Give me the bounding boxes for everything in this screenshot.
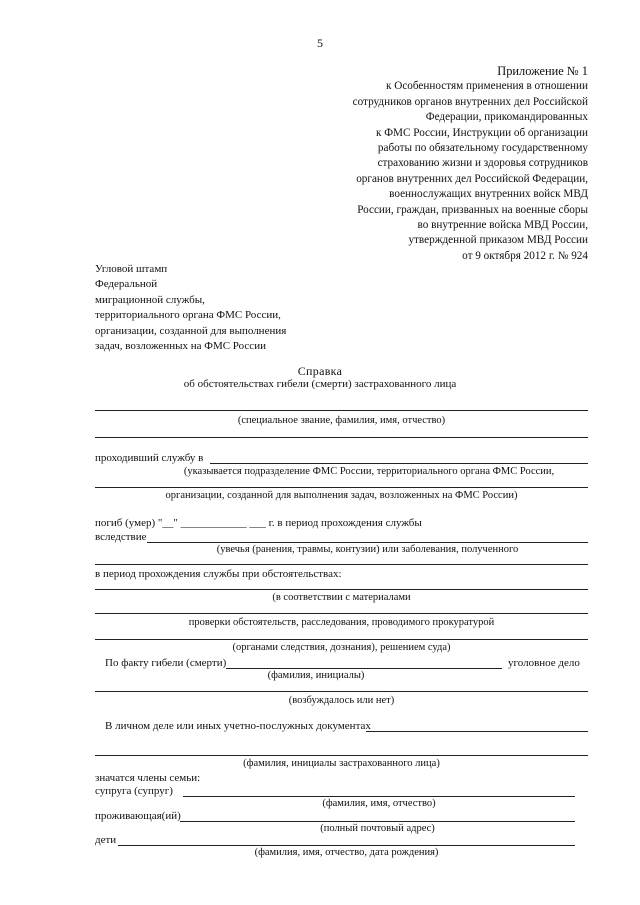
stamp-line: задач, возложенных на ФМС России bbox=[95, 340, 266, 353]
stamp-line: миграционной службы, bbox=[95, 293, 205, 306]
stamp-line: Угловой штамп bbox=[95, 263, 168, 275]
appendix-line: утвержденной приказом МВД России bbox=[408, 234, 588, 247]
died-label: погиб (умер) "__" ____________ ___ г. в период прохождения службы bbox=[95, 517, 422, 529]
field-death-fact[interactable] bbox=[226, 668, 502, 669]
field-circumstances-2[interactable] bbox=[95, 613, 588, 614]
field-due-to[interactable] bbox=[147, 542, 588, 543]
hint-insured: (фамилия, инициалы застрахованного лица) bbox=[243, 758, 440, 769]
hint-bodies: (органами следствия, дознания), решением суда) bbox=[232, 642, 451, 653]
page-number: 5 bbox=[317, 36, 323, 50]
hint-address: (полный почтовый адрес) bbox=[320, 823, 435, 834]
field-residing[interactable] bbox=[180, 821, 575, 822]
hint-initiated: (возбуждалось или нет) bbox=[288, 695, 395, 706]
field-served-in[interactable] bbox=[210, 463, 588, 464]
hint-injury: (увечья (ранения, травмы, контузии) или заболевания, полученного bbox=[216, 544, 519, 555]
hint-rank-name: (специальное звание, фамилия, имя, отчество) bbox=[237, 415, 446, 426]
appendix-line: Федерации, прикомандированных bbox=[425, 111, 588, 124]
due-to-label: вследствие bbox=[95, 531, 147, 543]
appendix-line: во внутренние войска МВД России, bbox=[417, 219, 588, 232]
field-insured[interactable] bbox=[95, 755, 588, 756]
appendix-block bbox=[353, 64, 588, 264]
field-rank-name[interactable] bbox=[95, 410, 588, 411]
corner-stamp-block bbox=[95, 262, 286, 354]
stamp-line: территориального органа ФМС России, bbox=[95, 309, 281, 322]
stamp-line: организации, созданной для выполнения bbox=[95, 324, 287, 337]
appendix-line: от 9 октября 2012 г. № 924 bbox=[462, 249, 588, 262]
served-in-label: проходивший службу в bbox=[95, 452, 204, 464]
circumstances-label: в период прохождения службы при обстоятельствах: bbox=[95, 568, 342, 580]
appendix-line: работы по обязательному государственному bbox=[377, 142, 588, 155]
field-injury-cont[interactable] bbox=[95, 564, 588, 565]
appendix-line: сотрудников органов внутренних дел Российской bbox=[352, 95, 588, 108]
stamp-line: Федеральной bbox=[95, 278, 158, 291]
field-personal-file[interactable] bbox=[366, 731, 588, 732]
field-children[interactable] bbox=[118, 845, 575, 846]
appendix-line: России, граждан, призванных на военные сборы bbox=[357, 203, 588, 216]
document-subtitle: об обстоятельствах гибели (смерти) застрахованного лица bbox=[183, 378, 457, 390]
children-label: дети bbox=[95, 834, 117, 846]
hint-surname-initials: (фамилия, инициалы) bbox=[267, 670, 365, 681]
hint-subdivision: (указывается подразделение ФМС России, территориального органа ФМС России, bbox=[183, 466, 555, 477]
field-spouse[interactable] bbox=[183, 796, 575, 797]
death-fact-label: По факту гибели (смерти) bbox=[105, 657, 227, 669]
appendix-line: к Особенностям применения в отношении bbox=[386, 80, 588, 93]
field-circumstances-3[interactable] bbox=[95, 639, 588, 640]
appendix-line: страхованию жизни и здоровья сотрудников bbox=[377, 157, 588, 170]
spouse-label: супруга (супруг) bbox=[95, 785, 173, 797]
family-label: значатся члены семьи: bbox=[95, 772, 201, 784]
appendix-line: к ФМС России, Инструкции об организации bbox=[375, 126, 588, 139]
appendix-title: Приложение № 1 bbox=[497, 64, 588, 78]
appendix-line: военнослужащих внутренних войск МВД bbox=[389, 188, 588, 201]
field-subdivision-cont[interactable] bbox=[95, 487, 588, 488]
appendix-line: органов внутренних дел Российской Федерации, bbox=[356, 172, 588, 185]
field-circumstances[interactable] bbox=[95, 589, 588, 590]
document-title: Справка bbox=[297, 364, 343, 378]
hint-children: (фамилия, имя, отчество, дата рождения) bbox=[254, 847, 439, 858]
hint-organization: организации, созданной для выполнения задач, возложенных на ФМС России) bbox=[165, 490, 518, 501]
hint-check: проверки обстоятельств, расследования, проводимого прокуратурой bbox=[188, 617, 495, 628]
field-rank-name-cont[interactable] bbox=[95, 437, 588, 438]
residing-label: проживающая(ий) bbox=[95, 810, 181, 822]
personal-file-label: В личном деле или иных учетно-послужных документах bbox=[105, 720, 371, 732]
field-criminal-case[interactable] bbox=[95, 691, 588, 692]
hint-full-name: (фамилия, имя, отчество) bbox=[322, 798, 436, 809]
hint-materials: (в соответствии с материалами bbox=[272, 592, 411, 603]
criminal-case-label: уголовное дело bbox=[508, 657, 580, 669]
